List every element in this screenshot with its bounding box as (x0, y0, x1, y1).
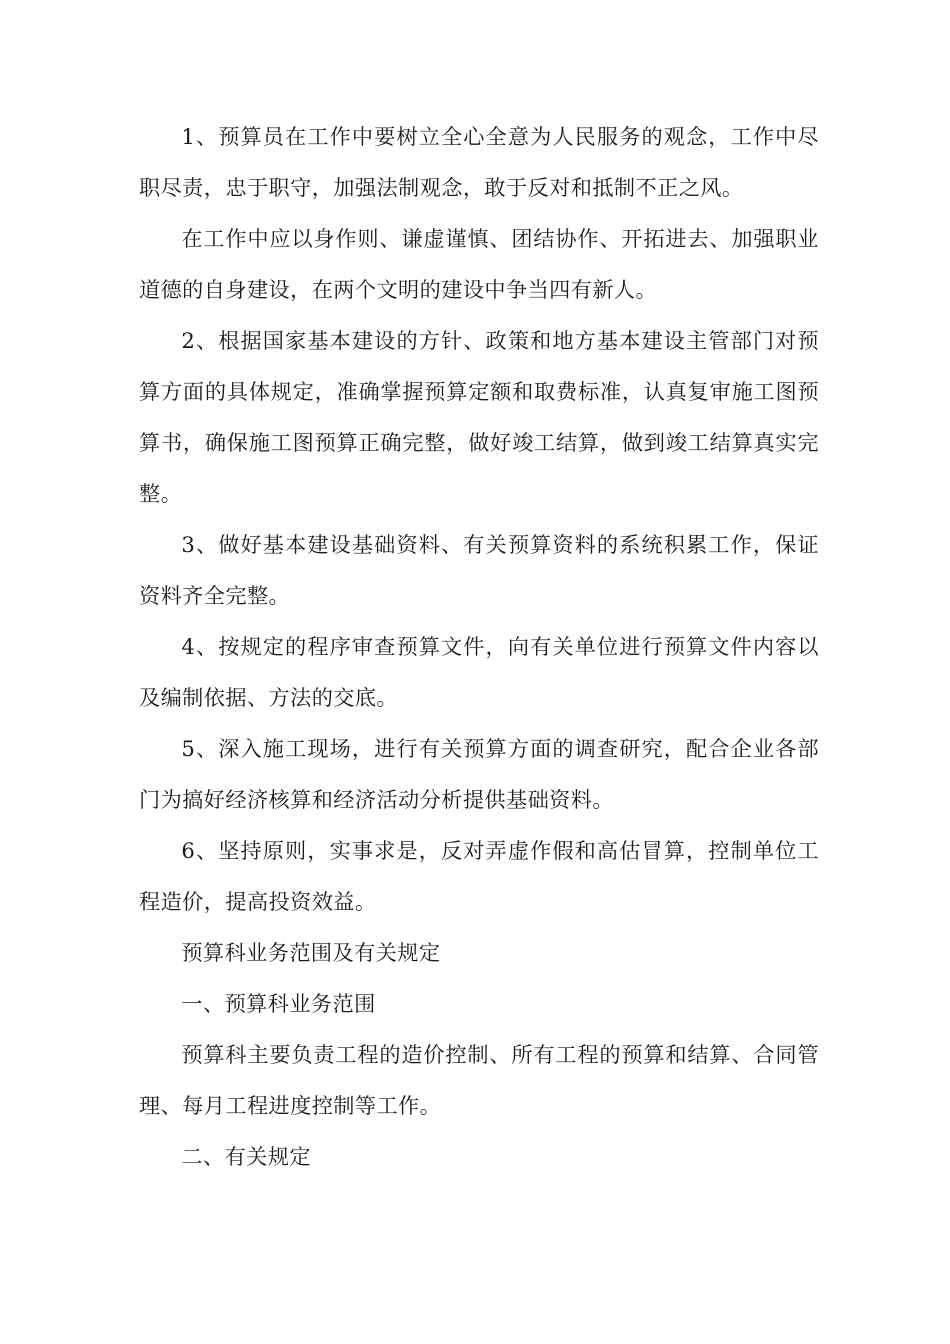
paragraph-duty-6: 6、坚持原则，实事求是，反对弄虚作假和高估冒算，控制单位工程造价，提高投资效益。 (139, 838, 819, 914)
document-body (139, 111, 819, 1182)
paragraph-duty-2: 2、根据国家基本建设的方针、政策和地方基本建设主管部门对预算方面的具体规定，准确掌握预算定额和取费标准，认真复审施工图预算书，确保施工图预算正确完整，做好竣工结算，做到竣工结算真实完整。 (139, 328, 819, 506)
paragraph-duty-1: 1、预算员在工作中要树立全心全意为人民服务的观念，工作中尽职尽责，忠于职守，加强法制观念，敢于反对和抵制不正之风。 (139, 124, 819, 200)
paragraph-conduct: 在工作中应以身作则、谦虚谨慎、团结协作、开拓进去、加强职业道德的自身建设，在两个文明的建设中争当四有新人。 (139, 226, 819, 302)
paragraph-scope: 预算科主要负责工程的造价控制、所有工程的预算和结算、合同管理、每月工程进度控制等工作。 (139, 1042, 819, 1118)
subheading-scope: 一、预算科业务范围 (181, 991, 376, 1016)
paragraph-duty-4: 4、按规定的程序审查预算文件，向有关单位进行预算文件内容以及编制依据、方法的交底。 (139, 634, 819, 710)
paragraph-duty-3: 3、做好基本建设基础资料、有关预算资料的系统积累工作，保证资料齐全完整。 (139, 532, 819, 608)
subheading-regulations: 二、有关规定 (181, 1144, 311, 1169)
section-heading: 预算科业务范围及有关规定 (181, 940, 441, 965)
paragraph-duty-5: 5、深入施工现场，进行有关预算方面的调查研究，配合企业各部门为搞好经济核算和经济活动分析提供基础资料。 (139, 736, 819, 812)
